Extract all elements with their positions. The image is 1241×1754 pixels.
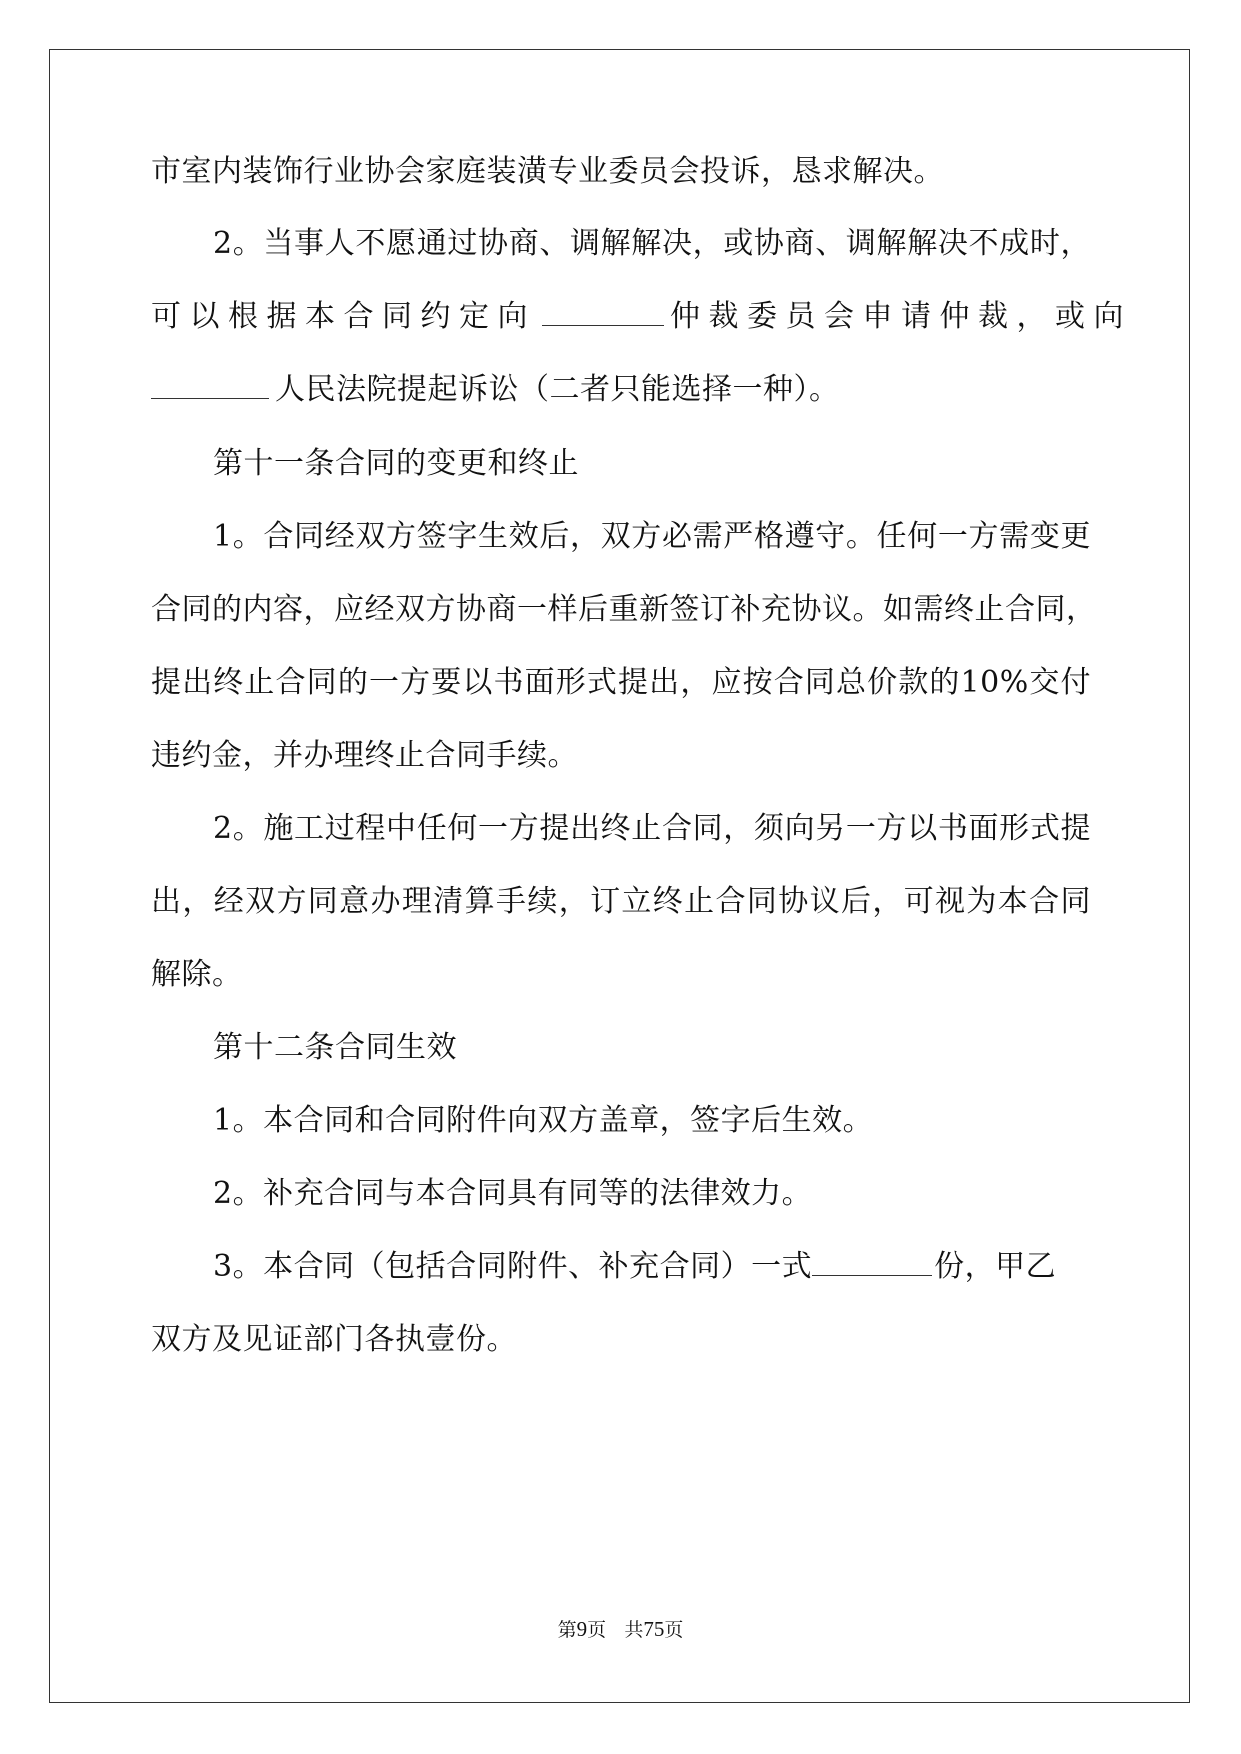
paragraph-line: 双方及见证部门各执壹份。 xyxy=(151,1322,517,1357)
line-text: 仲裁委员会申请仲裁，或向 xyxy=(670,299,1132,334)
fill-in-blank xyxy=(542,295,664,326)
paragraph-line-with-blank xyxy=(151,368,840,412)
paragraph-line: 1。本合同和合同附件向双方盖章，签字后生效。 xyxy=(213,1103,874,1138)
paragraph-line: 合同的内容，应经双方协商一样后重新签订补充协议。如需终止合同， xyxy=(151,592,1097,627)
line-text: 可以根据本合同约定向 xyxy=(151,299,536,334)
line-text: 份，甲乙 xyxy=(934,1249,1057,1284)
line-text: 人民法院提起诉讼（二者只能选择一种）。 xyxy=(275,372,840,407)
total-pages: 75 xyxy=(643,1617,665,1641)
line-text: 3。本合同（包括合同附件、补充合同）一式 xyxy=(213,1249,813,1284)
paragraph-line: 违约金，并办理终止合同手续。 xyxy=(151,738,578,773)
paragraph-line: 2。当事人不愿通过协商、调解解决，或协商、调解解决不成时， xyxy=(213,226,1091,261)
paragraph-line: 2。施工过程中任何一方提出终止合同，须向另一方以书面形式提 xyxy=(213,811,1091,846)
paragraph-line: 市室内装饰行业协会家庭装潢专业委员会投诉，恳求解决。 xyxy=(151,154,944,189)
fill-in-blank xyxy=(151,368,269,399)
paragraph-line-with-blank xyxy=(151,295,1132,339)
paragraph-line: 出，经双方同意办理清算手续，订立终止合同协议后，可视为本合同 xyxy=(151,884,1091,919)
section-heading: 第十二条合同生效 xyxy=(213,1030,457,1065)
total-prefix: 共 xyxy=(624,1619,644,1641)
paragraph-line: 1。合同经双方签字生效后，双方必需严格遵守。任何一方需变更 xyxy=(213,519,1091,554)
page-suffix: 页 xyxy=(587,1619,607,1641)
page-number: 9 xyxy=(576,1617,588,1641)
paragraph-line: 解除。 xyxy=(151,957,243,992)
total-suffix: 页 xyxy=(664,1619,684,1641)
section-heading: 第十一条合同的变更和终止 xyxy=(213,446,579,481)
paragraph-line: 提出终止合同的一方要以书面形式提出，应按合同总价款的10%交付 xyxy=(151,665,1091,700)
paragraph-line: 2。补充合同与本合同具有同等的法律效力。 xyxy=(213,1176,813,1211)
page-prefix: 第 xyxy=(557,1619,577,1641)
paragraph-line-with-blank xyxy=(213,1245,1091,1289)
page-footer xyxy=(0,1617,1241,1642)
fill-in-blank xyxy=(812,1245,932,1276)
